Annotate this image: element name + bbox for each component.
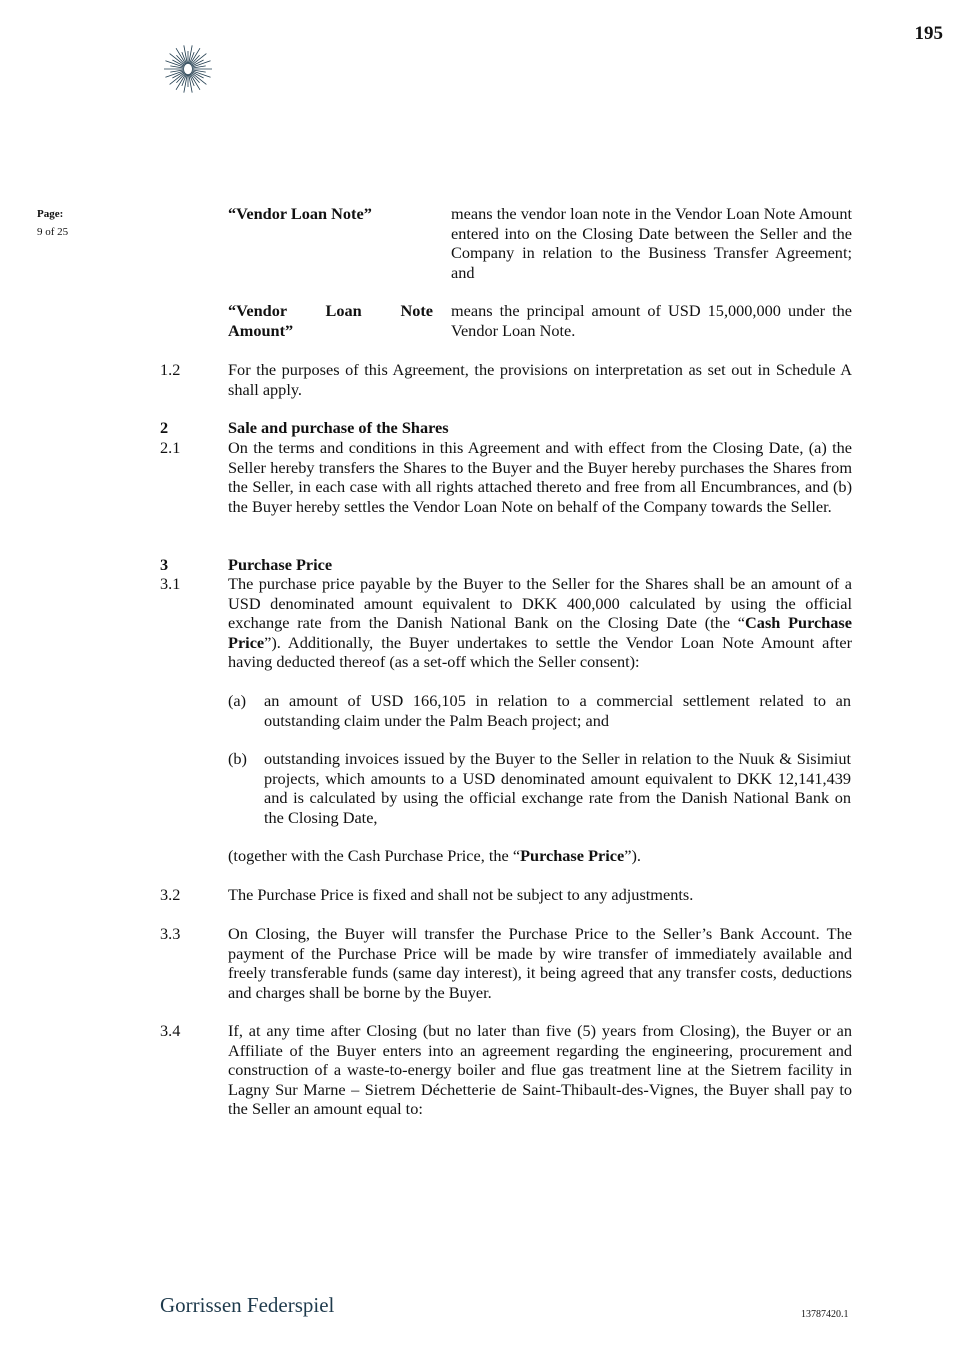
item-label: (a) bbox=[228, 691, 247, 710]
definition-term-text: “Vendor Loan Note Amount” bbox=[228, 301, 433, 340]
clause-number: 1.2 bbox=[160, 360, 181, 379]
clause-text: For the purposes of this Agreement, the provisions on interpretation as set out in Schedule A shall apply. bbox=[228, 360, 852, 399]
firm-name: Gorrissen Federspiel bbox=[160, 1293, 335, 1317]
sun-logo-icon bbox=[158, 44, 218, 94]
clause-text: If, at any time after Closing (but no later than five (5) years from Closing), the Buyer or an Affiliate of the Buyer enters into an agreement regarding the engineering, procurement and construction of a waste-to-energy boiler and flue gas treatment line at the Sietrem facility in Lagny Sur Marne – Sietrem Déchetterie de Saint-Thibault-des-Vignes, the Buyer shall pay to the Seller an amount equal to: bbox=[228, 1021, 852, 1118]
definition-term: “Vendor Loan Note” bbox=[228, 204, 372, 223]
document-id: 13787420.1 bbox=[801, 1309, 849, 1320]
clause-number: 3.4 bbox=[160, 1021, 181, 1040]
text: The purchase price payable by the Buyer to the Seller for the Shares shall be an amount of a USD denominated amount equivalent to DKK 400,000 calculated by using the official exchange rate from the Danish National Bank on the Closing Date (the “ bbox=[228, 574, 852, 632]
section-title: Sale and purchase of the Shares bbox=[228, 418, 449, 437]
page-count: 9 of 25 bbox=[37, 226, 69, 238]
item-text: an amount of USD 166,105 in relation to a commercial settlement related to an outstanding claim under the Palm Beach project; and bbox=[264, 691, 851, 730]
text: (together with the Cash Purchase Price, the “ bbox=[228, 846, 521, 865]
section-number: 2 bbox=[160, 418, 169, 437]
clause-number: 2.1 bbox=[160, 438, 181, 457]
defined-term: Cash Purchase Price bbox=[228, 613, 852, 652]
clause-number: 3.3 bbox=[160, 924, 181, 943]
text: ”). Additionally, the Buyer undertakes to settle the Vendor Loan Note Amount after having deducted thereof (as a set-off which the Seller consent): bbox=[228, 632, 852, 671]
item-text: outstanding invoices issued by the Buyer to the Seller in relation to the Nuuk & Sisimiut projects, which amounts to a USD denominated amount equivalent to DKK 12,141,439 and is calculated by using the official exchange rate from the Danish National Bank on the Closing Date, bbox=[264, 749, 851, 827]
clause-number: 3.2 bbox=[160, 885, 181, 904]
section-number: 3 bbox=[160, 555, 169, 574]
defined-term: Purchase Price bbox=[520, 846, 625, 865]
clause-text bbox=[228, 574, 852, 672]
clause-number: 3.1 bbox=[160, 574, 181, 593]
definition-text: means the vendor loan note in the Vendor Loan Note Amount entered into on the Closing Date between the Seller and the Company in relation to the Business Transfer Agreement; and bbox=[451, 204, 852, 282]
clause-text: The Purchase Price is fixed and shall not be subject to any adjustments. bbox=[228, 885, 694, 904]
page-number: 195 bbox=[914, 23, 943, 44]
definition-text: means the principal amount of USD 15,000,000 under the Vendor Loan Note. bbox=[451, 301, 852, 340]
clause-text: On the terms and conditions in this Agreement and with effect from the Closing Date, (a) the Seller hereby transfers the Shares to the Buyer and the Buyer hereby purchases the Shares from the Seller, in each case with all rights attached thereto and free from all Encumbrances, and (b) the Buyer hereby settles the Vendor Loan Note on behalf of the Company towards the Seller. bbox=[228, 438, 852, 516]
clause-text: On Closing, the Buyer will transfer the Purchase Price to the Seller’s Bank Account. The payment of the Purchase Price will be made by wire transfer of immediately available and freely transferable funds (same day interest), it being agreed that any transfer costs, deductions and charges shall be borne by the Buyer. bbox=[228, 924, 852, 1002]
definition-term bbox=[228, 301, 433, 340]
clause-text bbox=[228, 846, 852, 866]
item-label: (b) bbox=[228, 749, 247, 768]
page-label: Page: bbox=[37, 208, 64, 220]
text: ”). bbox=[624, 846, 641, 865]
section-title: Purchase Price bbox=[228, 555, 333, 574]
